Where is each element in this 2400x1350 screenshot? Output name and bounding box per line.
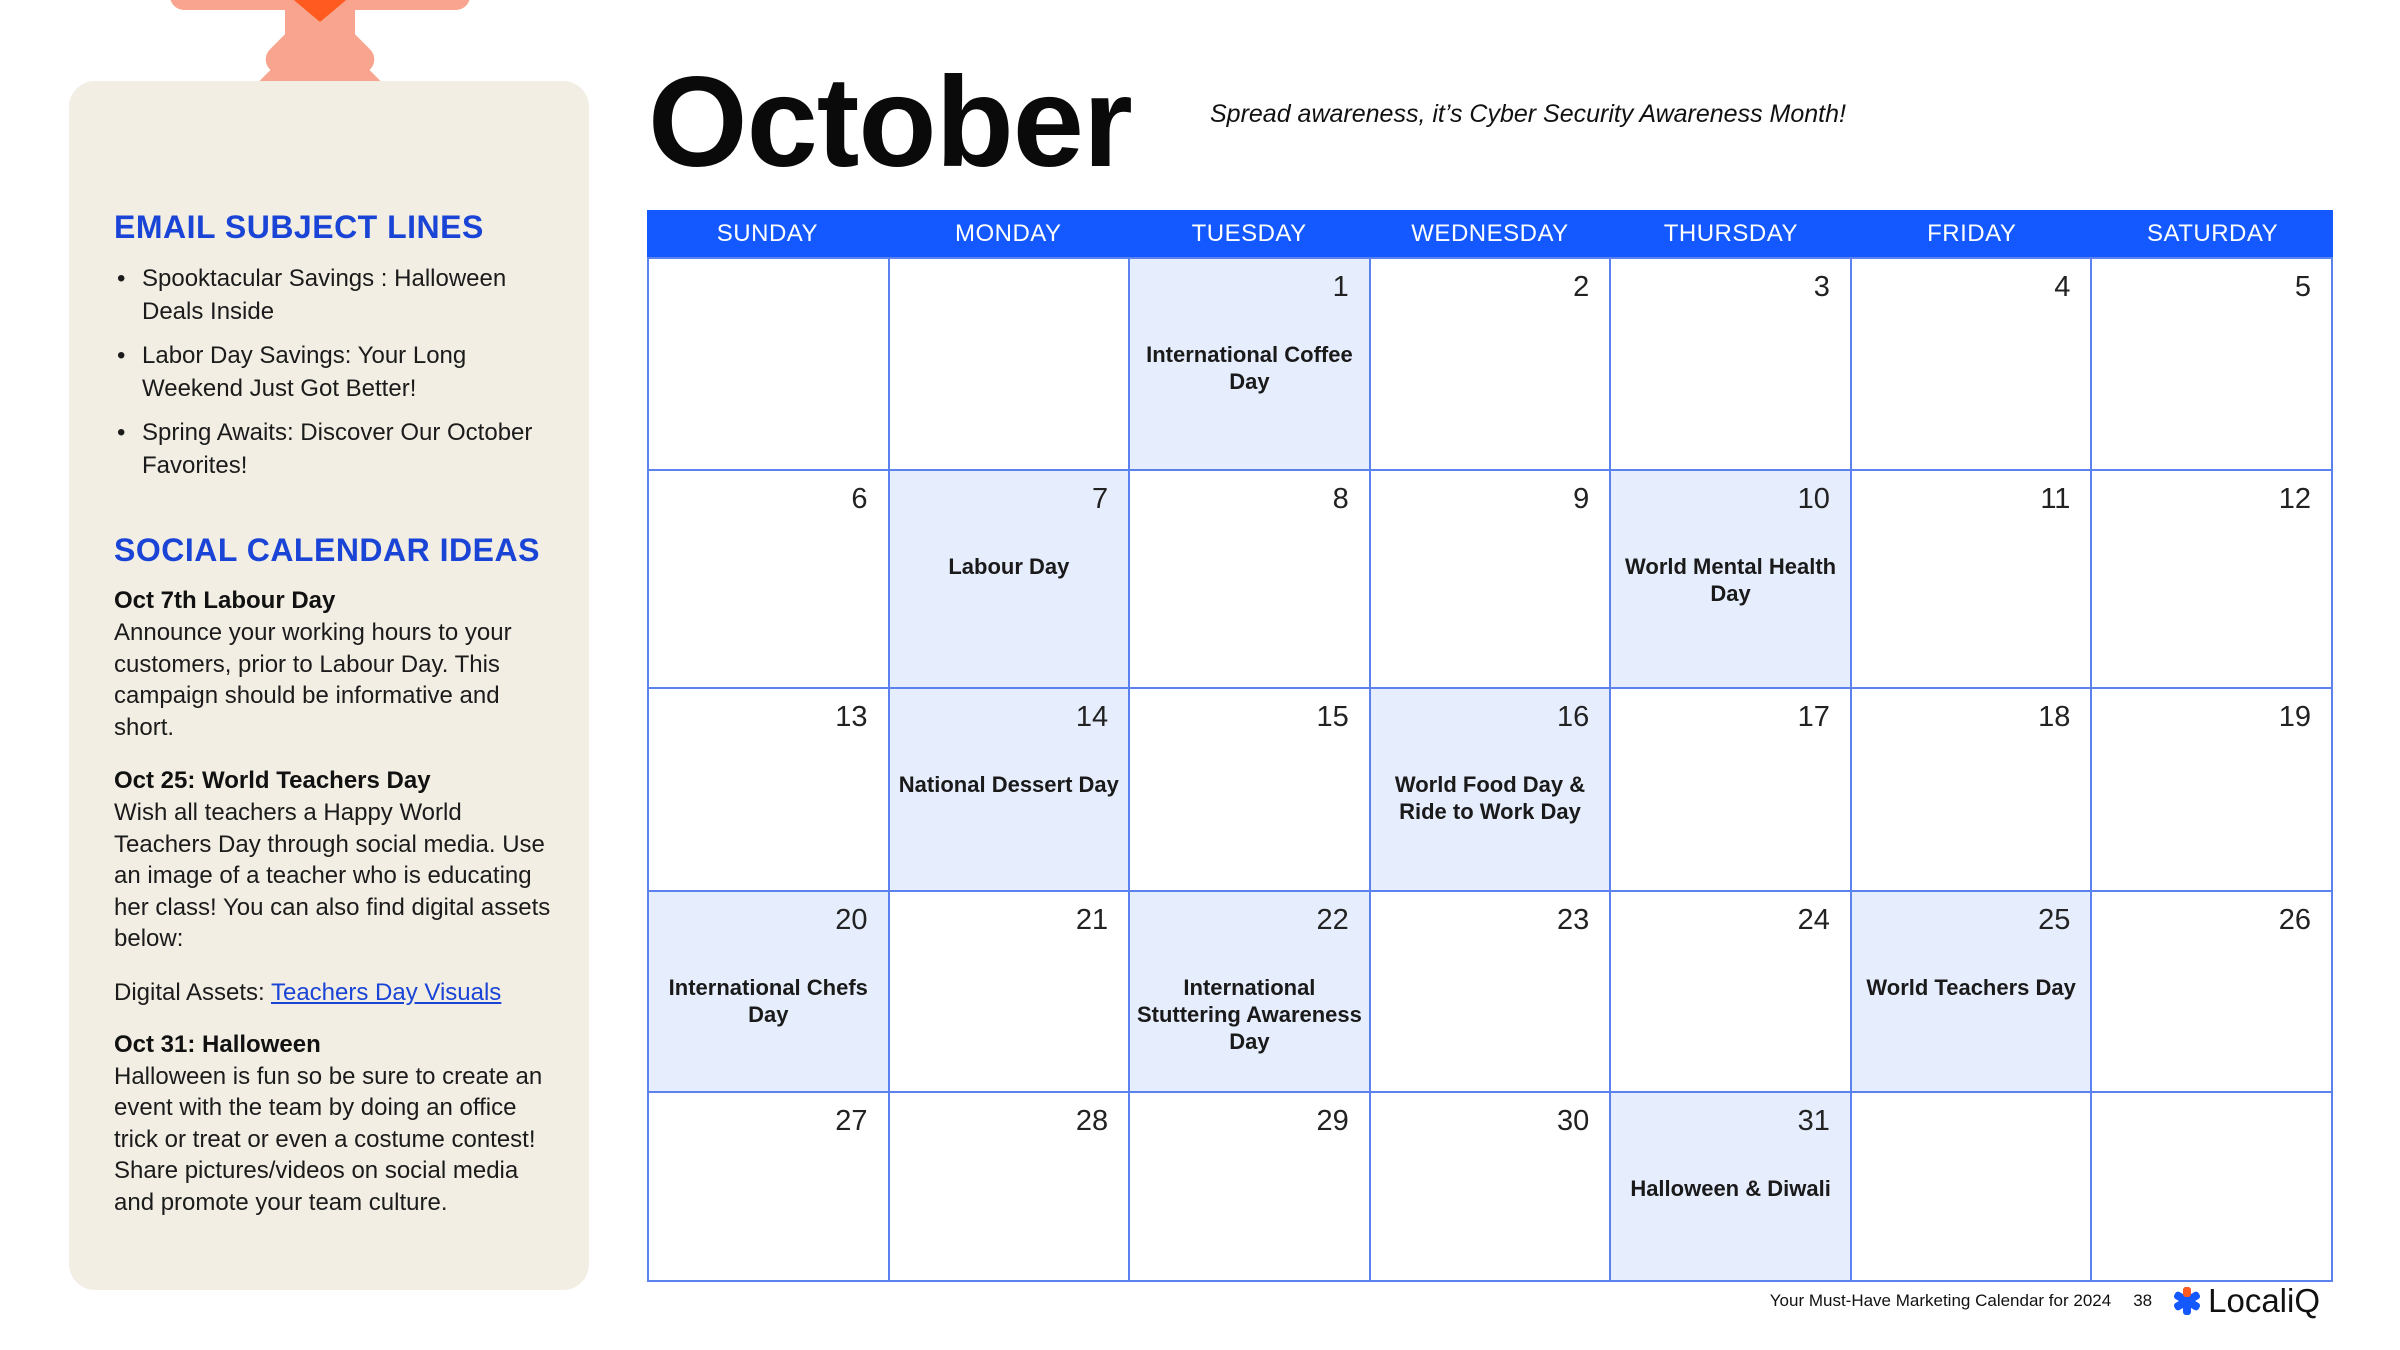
day-number: 22	[1316, 904, 1349, 936]
social-calendar-ideas-title: SOCIAL CALENDAR IDEAS	[114, 532, 540, 568]
calendar-day-cell	[2092, 471, 2333, 689]
calendar-day-cell	[890, 1093, 1131, 1282]
calendar-day-cell	[1852, 259, 2093, 471]
sidebar-panel	[69, 81, 589, 1290]
day-number: 11	[2040, 483, 2071, 515]
calendar-day-cell	[1371, 892, 1612, 1093]
day-number: 8	[1332, 483, 1349, 515]
day-number: 14	[1075, 701, 1109, 733]
tagline: Spread awareness, it’s Cyber Security Awareness Month!	[1210, 100, 1846, 128]
day-number: 18	[2038, 701, 2071, 733]
day-number: 12	[2278, 483, 2311, 515]
calendar-day-cell	[1852, 471, 2093, 689]
day-number: 2	[1573, 271, 1590, 303]
day-number: 19	[2278, 701, 2311, 733]
idea-title: Oct 31: Halloween	[114, 1030, 321, 1058]
brand-name: LocaliQ	[2208, 1282, 2320, 1319]
idea-world-teachers-day	[114, 765, 559, 955]
calendar-day-cell	[649, 471, 890, 689]
calendar-day-cell	[1130, 259, 1371, 471]
list-item: • Labor Day Savings: Your Long Weekend Just Got Better!	[114, 339, 559, 405]
idea-halloween	[114, 1029, 559, 1219]
calendar-day-cell	[2092, 259, 2333, 471]
calendar-day-cell	[890, 689, 1131, 892]
calendar-day-cell	[649, 1093, 890, 1282]
email-subject-lines-title: EMAIL SUBJECT LINES	[114, 209, 484, 245]
idea-labour-day	[114, 585, 559, 743]
calendar-day-cell	[1611, 259, 1852, 471]
day-number: 7	[1092, 483, 1109, 515]
day-number: 16	[1557, 701, 1590, 733]
event-label: International Chefs Day	[668, 975, 868, 1027]
day-number: 31	[1797, 1105, 1830, 1137]
event-label: International Stuttering Awareness Day	[1136, 975, 1362, 1054]
calendar-day-cell	[1852, 1093, 2093, 1282]
calendar-day-cell	[1130, 1093, 1371, 1282]
calendar-day-cell	[890, 259, 1131, 471]
day-number: 9	[1573, 483, 1590, 515]
calendar-day-cell	[1371, 259, 1612, 471]
weekday-label: SATURDAY	[2147, 220, 2279, 247]
idea-body: Halloween is fun so be sure to create an event with the team by doing an office trick or treat or even a costume contest! Share pictures/videos on social media and promote your team culture.	[114, 1062, 543, 1216]
digital-assets-label: Digital Assets:	[114, 978, 265, 1006]
event-label: World Teachers Day	[1866, 975, 2076, 1000]
calendar-day-cell	[2092, 892, 2333, 1093]
event-label: National Dessert Day	[898, 772, 1119, 797]
calendar	[647, 210, 2333, 1282]
day-number: 5	[2294, 271, 2311, 303]
calendar-day-cell	[1130, 892, 1371, 1093]
calendar-day-cell	[890, 471, 1131, 689]
brand-logo	[2172, 1282, 2320, 1320]
calendar-day-cell	[1371, 471, 1612, 689]
event-label: Halloween & Diwali	[1630, 1176, 1831, 1201]
event-label: World Mental Health Day	[1625, 554, 1837, 606]
calendar-day-cell	[890, 892, 1131, 1093]
day-number: 26	[2278, 904, 2311, 936]
page-number: 38	[2133, 1291, 2153, 1310]
calendar-day-cell	[1130, 689, 1371, 892]
footer	[1770, 1282, 2320, 1320]
idea-body: Wish all teachers a Happy World Teachers Day through social media. Use an image of a teacher who is educating her class! You can also find digital assets below:	[114, 799, 551, 952]
weekday-label: SUNDAY	[716, 220, 819, 247]
calendar-day-cell	[1611, 471, 1852, 689]
list-item: • Spring Awaits: Discover Our October Favorites!	[114, 416, 559, 482]
idea-title: Oct 7th Labour Day	[114, 587, 336, 614]
day-number: 30	[1557, 1105, 1590, 1137]
idea-body: Announce your working hours to your customers, prior to Labour Day. This campaign should be informative and short.	[114, 619, 512, 741]
calendar-day-cell	[1852, 892, 2093, 1093]
calendar-day-cell	[1371, 689, 1612, 892]
event-label: International Coffee Day	[1146, 342, 1353, 394]
weekday-label: TUESDAY	[1191, 220, 1307, 247]
day-number: 17	[1797, 701, 1830, 733]
calendar-day-cell	[2092, 1093, 2333, 1282]
event-label: Labour Day	[948, 554, 1070, 579]
calendar-day-cell	[1852, 689, 2093, 892]
day-number: 28	[1075, 1105, 1109, 1137]
calendar-day-cell	[1371, 1093, 1612, 1282]
calendar-day-cell	[649, 689, 890, 892]
weekday-label: THURSDAY	[1663, 220, 1798, 247]
day-number: 10	[1797, 483, 1830, 515]
calendar-day-cell	[649, 259, 890, 471]
event-label: World Food Day & Ride to Work Day	[1394, 772, 1586, 824]
day-number: 29	[1316, 1105, 1349, 1137]
day-number: 3	[1813, 271, 1830, 303]
weekday-header	[647, 210, 2333, 257]
calendar-grid	[647, 257, 2333, 1282]
day-number: 27	[835, 1105, 868, 1137]
weekday-label: FRIDAY	[1927, 220, 2017, 247]
localiq-asterisk-icon	[2172, 1286, 2202, 1316]
day-number: 25	[2038, 904, 2071, 936]
digital-assets-line	[114, 977, 559, 1009]
day-number: 13	[835, 701, 868, 733]
teachers-day-visuals-link[interactable]: Teachers Day Visuals	[270, 978, 502, 1006]
email-subject-list	[114, 262, 559, 482]
day-number: 20	[835, 904, 868, 936]
calendar-day-cell	[1611, 892, 1852, 1093]
day-number: 24	[1797, 904, 1830, 936]
calendar-day-cell	[2092, 689, 2333, 892]
calendar-day-cell	[1611, 1093, 1852, 1282]
footer-text: Your Must-Have Marketing Calendar for 2024	[1769, 1291, 2112, 1310]
day-number: 15	[1316, 701, 1349, 733]
day-number: 23	[1557, 904, 1590, 936]
page-title: October	[648, 51, 1132, 194]
day-number: 6	[851, 483, 868, 515]
day-number: 21	[1075, 904, 1109, 936]
day-number: 4	[2054, 271, 2071, 303]
idea-title: Oct 25: World Teachers Day	[114, 767, 431, 794]
calendar-day-cell	[1611, 689, 1852, 892]
weekday-label: WEDNESDAY	[1411, 220, 1569, 247]
weekday-label: MONDAY	[954, 220, 1062, 247]
list-item: • Spooktacular Savings : Halloween Deals Inside	[114, 262, 559, 328]
day-number: 1	[1332, 271, 1349, 303]
calendar-day-cell	[1130, 471, 1371, 689]
calendar-day-cell	[649, 892, 890, 1093]
